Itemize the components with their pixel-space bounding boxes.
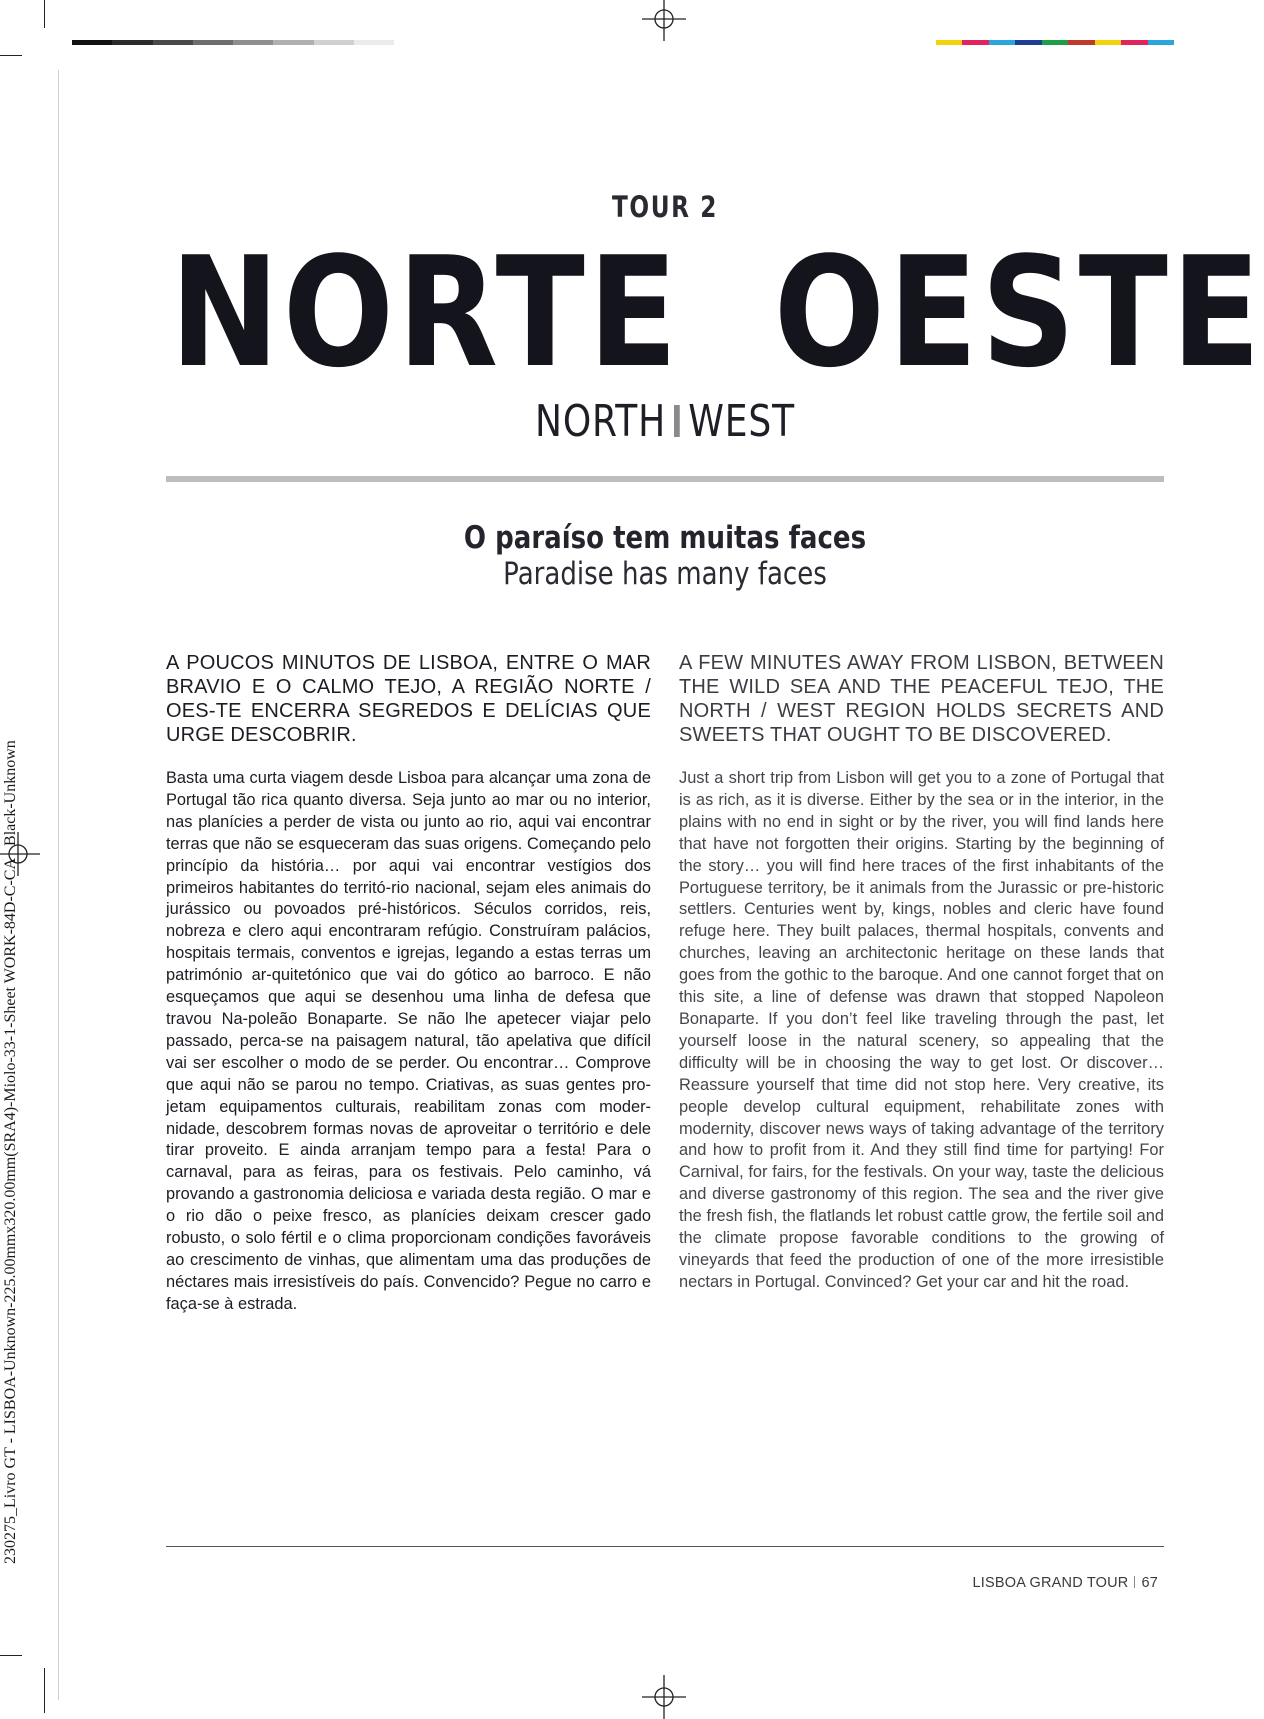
tagline-portuguese: O paraíso tem muitas faces (463, 520, 867, 556)
page-subtitle (120, 396, 1211, 447)
color-swatch (153, 40, 193, 45)
tagline-english: Paradise has many faces (503, 556, 827, 592)
color-swatch (72, 40, 112, 45)
page-footer (973, 1575, 1159, 1591)
crop-mark-bottom-left-h (0, 1655, 22, 1656)
lead-paragraph-english: A FEW MINUTES AWAY FROM LISBON, BETWEEN THE WILD SEA AND THE PEACEFUL TEJO, THE NORTH / WEST REGION HOLDS SECRETS AND SWEETS THAT OUGHT TO BE DISCOVERED. (679, 652, 1164, 746)
color-swatch (936, 40, 962, 45)
column-portuguese (166, 651, 651, 1316)
color-swatch (233, 40, 273, 45)
color-swatch (1121, 40, 1147, 45)
color-swatch (193, 40, 233, 45)
title-left-word: NORTE (170, 224, 681, 401)
subtitle-separator (674, 405, 680, 437)
body-paragraph-english: Just a short trip from Lisbon will get you to a zone of Portugal that is as rich, as it is diverse. Either by the sea or in the interior, in the plains with no end in sight or by the river, you will find lands here that have not forgotten their origins. Starting by the beginning of the story… you will find here traces of the first inhabitants of the Portuguese territory, be it animals from the Jurassic or pre-historic settlers. Centuries went by, kings, nobles and cleric have found refuge here. They built palaces, thermal hospitals, convents and churches, leaving an architectonic heritage on these lands that goes from the gothic to the baroque. And one cannot forget that on this site, a line of defense was drawn that stopped Napoleon Bonaparte. If you don’t feel like traveling through the past, let yourself loose in the natural scenery, so appealing that the difficulty will be in choosing the way to get lost. Or discover… Reassure yourself that time did not stop here. Very creative, its people develop cultural equipment, rehabilitate zones with modernity, discover news ways of taking advantage of the territory and how to profit from it. And they still find time for partying! For Carnival, for fairs, for the festivals. On your way, taste the delicious and diverse gastronomy of this region. The sea and the river give the fresh fish, the flatlands let robust cattle grow, the fertile soil and the climate propose favorable conditions to the growing of vineyards that feed the production of one of the more irresistible nectars in Portugal. Convinced? Get your car and hit the road. (679, 769, 1164, 1291)
color-swatch (354, 40, 394, 45)
color-swatch (962, 40, 988, 45)
color-swatch (989, 40, 1015, 45)
color-swatch (1015, 40, 1041, 45)
footer-divider (166, 1546, 1164, 1547)
color-swatch (1042, 40, 1068, 45)
color-swatch (112, 40, 152, 45)
registration-mark-bottom (642, 1675, 686, 1719)
slug-color-label: Black (2, 808, 19, 846)
crop-mark-top-left (44, 0, 45, 28)
color-bar-process (936, 40, 1174, 45)
body-paragraph-portuguese: Basta uma curta viagem desde Lisboa para alcançar uma zona de Portugal tão rica quanto diversa. Seja junto ao mar ou no interior, nas planícies a perder de vista ou junto ao rio, aqui vai encontrar terras que não se esqueceram das suas origens. Começando pelo princípio da história… por aqui vai encontrar vestígios dos primeiros habitantes do territó-rio nacional, sejam eles animais do jurássico ou povoados pré-históricos. Séculos corridos, reis, nobreza e clero aqui encontraram refúgio. Construíram palácios, hospitais termais, conventos e igrejas, legando a estas terras um património ar-quitetónico que vai do gótico ao barroco. E não esqueçamos que aqui se desenhou uma linha de defesa que travou Na-poleão Bonaparte. Se não lhe apetecer viajar pelo passado, perca-se na paisagem natural, tão apelativa que difícil vai ser escolher o modo de se perder. Ou encontrar… Comprove que aqui não se parou no tempo. Criativas, as suas gentes pro-jetam equipamentos culturais, reabilitam zonas com moder-nidade, descobrem formas novas de aproveitar o território e dele tirar proveito. E ainda arranjam tempo para a festa! Para o carnaval, para as feiras, para os festivais. Pelo caminho, vá provando a gastronomia deliciosa e variada desta região. O mar e o rio dão o peixe fresco, as planícies deixam crescer gado robusto, o solo fértil e o clima proporcionam condições favoráveis ao crescimento de vinhas, que alimentam uma das produções de néctares mais irresistíveis do país. Convencido? Pegue no carro e faça-se à estrada. (166, 769, 651, 1313)
registration-mark-top (642, 0, 686, 41)
footer-publication: LISBOA GRAND TOUR (972, 1575, 1129, 1591)
subtitle-left-word: NORTH (535, 396, 667, 447)
subtitle-right-word: WEST (688, 396, 795, 447)
printer-slug-line (2, 564, 20, 1564)
color-swatch (1095, 40, 1121, 45)
title-right-word: OESTE (773, 224, 1264, 401)
crop-mark-bottom-left (44, 1668, 45, 1713)
footer-separator (1134, 1576, 1135, 1588)
crop-mark-left-edge (58, 70, 59, 1700)
color-swatch (1148, 40, 1174, 45)
footer-page-number: 67 (1141, 1575, 1158, 1591)
color-swatch (1068, 40, 1094, 45)
slug-spacer (2, 846, 19, 858)
slug-text: 230275_Livro GT - LISBOA-Unknown-225.00mmx320.00mm(SRA4)-Miolo-33-1-Sheet WORK-84D-C-CA (2, 857, 19, 1564)
tour-label: TOUR 2 (611, 190, 719, 224)
page-title (170, 224, 1264, 401)
color-swatch (273, 40, 313, 45)
color-swatch (314, 40, 354, 45)
slug-suffix: -Unknown (2, 740, 19, 809)
header-divider (166, 476, 1164, 482)
color-bar-grayscale (72, 40, 394, 45)
crop-mark-top-left-h (0, 55, 22, 56)
column-english (679, 651, 1164, 1294)
lead-paragraph-portuguese: A POUCOS MINUTOS DE LISBOA, ENTRE O MAR BRAVIO E O CALMO TEJO, A REGIÃO NORTE / OES-TE ENCERRA SEGREDOS E DELÍCIAS QUE URGE DESCOBRIR. (166, 652, 651, 746)
